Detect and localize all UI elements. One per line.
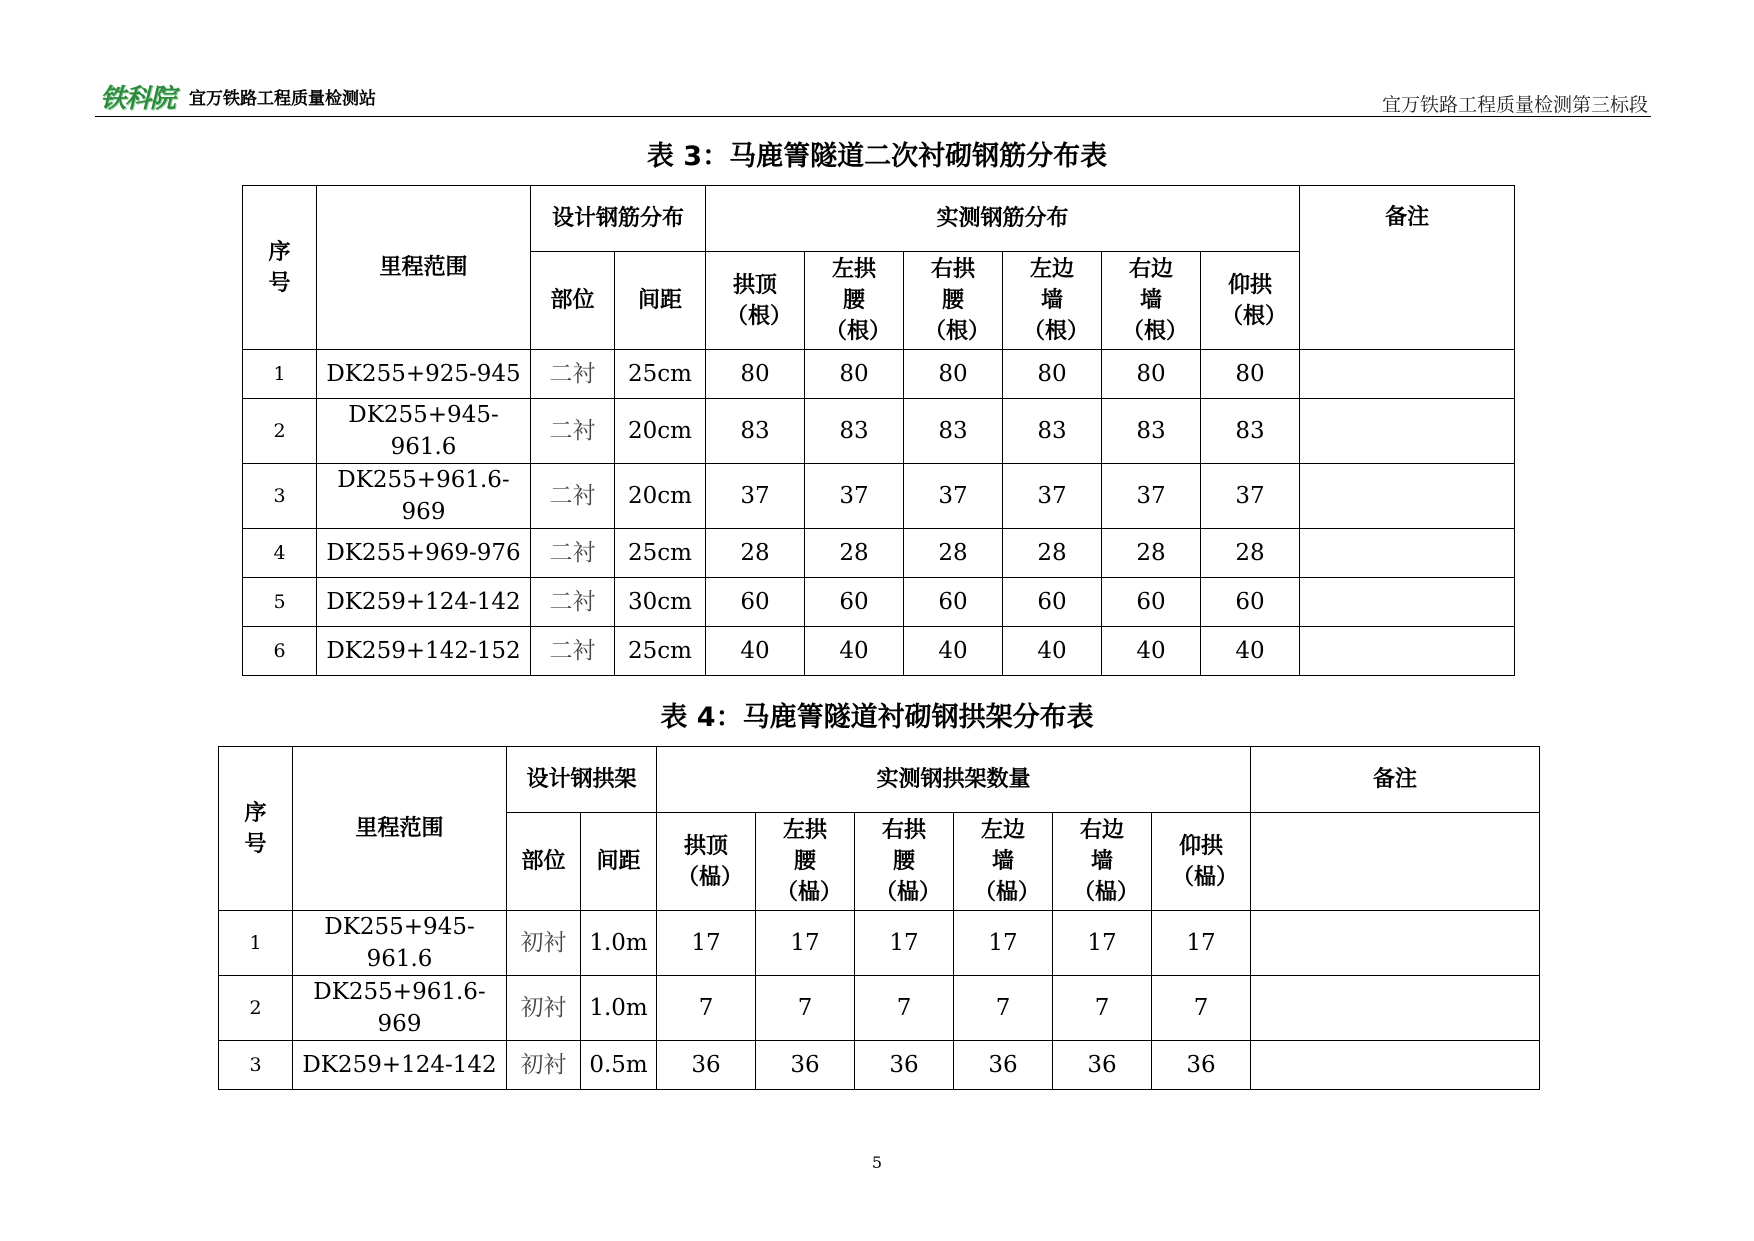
- header-section-label: 宜万铁路工程质量检测第三标段: [1381, 94, 1648, 116]
- table-row: [219, 911, 1540, 976]
- value-cell: 28: [1201, 529, 1300, 578]
- table4-header-remark: 备注: [1251, 747, 1540, 813]
- table4-header-col: 右拱腰（榀）: [855, 813, 954, 911]
- value-cell: 80: [1102, 350, 1201, 399]
- value-cell: 17: [954, 911, 1053, 976]
- table-row: [243, 578, 1515, 627]
- table3-header-part: 部位: [531, 252, 615, 350]
- part-cell: 二衬: [531, 399, 615, 464]
- value-cell: 7: [954, 976, 1053, 1041]
- table4-header-col: 仰拱（榀）: [1152, 813, 1251, 911]
- table-row: [243, 529, 1515, 578]
- table3-header-seq: 序号: [243, 186, 317, 350]
- value-cell: 7: [657, 976, 756, 1041]
- seq-cell: 3: [243, 464, 317, 529]
- seq-cell: 5: [243, 578, 317, 627]
- seq-cell: 4: [243, 529, 317, 578]
- table3-header-col: 左边墙（根）: [1003, 252, 1102, 350]
- value-cell: 37: [904, 464, 1003, 529]
- table-row: [243, 627, 1515, 676]
- value-cell: 28: [805, 529, 904, 578]
- value-cell: 28: [706, 529, 805, 578]
- table-row: [243, 350, 1515, 399]
- seq-cell: 1: [243, 350, 317, 399]
- value-cell: 40: [706, 627, 805, 676]
- value-cell: 80: [805, 350, 904, 399]
- value-cell: 40: [1003, 627, 1102, 676]
- spacing-cell: 1.0m: [581, 911, 657, 976]
- range-cell: DK259+124-142: [293, 1041, 507, 1090]
- value-cell: 17: [756, 911, 855, 976]
- table3-header-col: 拱顶（根）: [706, 252, 805, 350]
- seq-cell: 2: [219, 976, 293, 1041]
- remark-cell: [1300, 464, 1515, 529]
- table3-header-col: 仰拱（根）: [1201, 252, 1300, 350]
- part-cell: 二衬: [531, 464, 615, 529]
- value-cell: 60: [904, 578, 1003, 627]
- part-cell: 二衬: [531, 578, 615, 627]
- remark-cell: [1300, 578, 1515, 627]
- value-cell: 36: [954, 1041, 1053, 1090]
- table3-header-range: 里程范围: [317, 186, 531, 350]
- spacing-cell: 25cm: [615, 627, 706, 676]
- value-cell: 7: [1152, 976, 1251, 1041]
- part-cell: 初衬: [507, 976, 581, 1041]
- value-cell: 17: [1053, 911, 1152, 976]
- value-cell: 37: [706, 464, 805, 529]
- value-cell: 83: [1201, 399, 1300, 464]
- table3-header-col: 左拱腰（根）: [805, 252, 904, 350]
- spacing-cell: 25cm: [615, 529, 706, 578]
- seq-cell: 2: [243, 399, 317, 464]
- value-cell: 36: [756, 1041, 855, 1090]
- spacing-cell: 20cm: [615, 399, 706, 464]
- value-cell: 83: [1102, 399, 1201, 464]
- value-cell: 28: [1003, 529, 1102, 578]
- range-cell: DK255+969-976: [317, 529, 531, 578]
- value-cell: 60: [805, 578, 904, 627]
- table4-header-seq: 序号: [219, 747, 293, 911]
- value-cell: 28: [904, 529, 1003, 578]
- page-number: 5: [871, 1153, 883, 1172]
- seq-cell: 6: [243, 627, 317, 676]
- spacing-cell: 30cm: [615, 578, 706, 627]
- table4-header-design: 设计钢拱架: [507, 747, 657, 813]
- part-cell: 初衬: [507, 911, 581, 976]
- table3-header-remark: 备注: [1300, 186, 1515, 350]
- value-cell: 36: [1053, 1041, 1152, 1090]
- value-cell: 36: [657, 1041, 756, 1090]
- value-cell: 37: [1102, 464, 1201, 529]
- spacing-cell: 25cm: [615, 350, 706, 399]
- value-cell: 83: [904, 399, 1003, 464]
- range-cell: DK255+945-961.6: [317, 399, 531, 464]
- part-cell: 二衬: [531, 627, 615, 676]
- org-name: 宜万铁路工程质量检测站: [189, 88, 377, 109]
- value-cell: 37: [1201, 464, 1300, 529]
- table3: [242, 185, 1515, 676]
- value-cell: 17: [1152, 911, 1251, 976]
- table4-header-col: 左边墙（榀）: [954, 813, 1053, 911]
- remark-cell: [1300, 627, 1515, 676]
- seq-cell: 1: [219, 911, 293, 976]
- value-cell: 80: [1003, 350, 1102, 399]
- table4-header-col: 左拱腰（榀）: [756, 813, 855, 911]
- value-cell: 7: [855, 976, 954, 1041]
- value-cell: 40: [805, 627, 904, 676]
- logo: 铁科院: [100, 83, 176, 114]
- table-row: [219, 1041, 1540, 1090]
- header-left: [100, 78, 376, 114]
- value-cell: 83: [706, 399, 805, 464]
- table3-header-col: 右拱腰（根）: [904, 252, 1003, 350]
- header-divider: [95, 116, 1651, 117]
- table3-header-measured: 实测钢筋分布: [706, 186, 1300, 252]
- value-cell: 83: [805, 399, 904, 464]
- remark-cell: [1251, 976, 1540, 1041]
- range-cell: DK255+945-961.6: [293, 911, 507, 976]
- value-cell: 37: [1003, 464, 1102, 529]
- remark-cell: [1251, 1041, 1540, 1090]
- value-cell: 80: [706, 350, 805, 399]
- range-cell: DK259+142-152: [317, 627, 531, 676]
- spacing-cell: 0.5m: [581, 1041, 657, 1090]
- table-row: [243, 399, 1515, 464]
- value-cell: 60: [1003, 578, 1102, 627]
- table4-header-measured: 实测钢拱架数量: [657, 747, 1251, 813]
- remark-cell: [1300, 399, 1515, 464]
- range-cell: DK255+961.6-969: [293, 976, 507, 1041]
- table-row: [243, 464, 1515, 529]
- spacing-cell: 1.0m: [581, 976, 657, 1041]
- range-cell: DK259+124-142: [317, 578, 531, 627]
- part-cell: 二衬: [531, 350, 615, 399]
- value-cell: 83: [1003, 399, 1102, 464]
- value-cell: 60: [1102, 578, 1201, 627]
- table3-title: 表 3：马鹿箐隧道二次衬砌钢筋分布表: [646, 141, 1108, 172]
- value-cell: 28: [1102, 529, 1201, 578]
- value-cell: 7: [1053, 976, 1152, 1041]
- value-cell: 80: [1201, 350, 1300, 399]
- table4-header-col: 拱顶（榀）: [657, 813, 756, 911]
- part-cell: 初衬: [507, 1041, 581, 1090]
- value-cell: 36: [855, 1041, 954, 1090]
- range-cell: DK255+961.6-969: [317, 464, 531, 529]
- value-cell: 36: [1152, 1041, 1251, 1090]
- seq-cell: 3: [219, 1041, 293, 1090]
- value-cell: 60: [1201, 578, 1300, 627]
- table4-header-col: 右边墙（榀）: [1053, 813, 1152, 911]
- value-cell: 40: [1102, 627, 1201, 676]
- value-cell: 37: [805, 464, 904, 529]
- value-cell: 60: [706, 578, 805, 627]
- remark-cell: [1300, 529, 1515, 578]
- table4-remark-subheader: [1251, 813, 1540, 911]
- table-row: [219, 976, 1540, 1041]
- value-cell: 40: [1201, 627, 1300, 676]
- table4: [218, 746, 1540, 1090]
- range-cell: DK255+925-945: [317, 350, 531, 399]
- table3-header-col: 右边墙（根）: [1102, 252, 1201, 350]
- remark-cell: [1300, 350, 1515, 399]
- value-cell: 40: [904, 627, 1003, 676]
- value-cell: 17: [855, 911, 954, 976]
- table3-header-spacing: 间距: [615, 252, 706, 350]
- table4-title: 表 4：马鹿箐隧道衬砌钢拱架分布表: [660, 702, 1094, 733]
- table4-header-spacing: 间距: [581, 813, 657, 911]
- value-cell: 80: [904, 350, 1003, 399]
- table3-header-design: 设计钢筋分布: [531, 186, 706, 252]
- spacing-cell: 20cm: [615, 464, 706, 529]
- part-cell: 二衬: [531, 529, 615, 578]
- table4-header-range: 里程范围: [293, 747, 507, 911]
- value-cell: 17: [657, 911, 756, 976]
- table4-header-part: 部位: [507, 813, 581, 911]
- remark-cell: [1251, 911, 1540, 976]
- value-cell: 7: [756, 976, 855, 1041]
